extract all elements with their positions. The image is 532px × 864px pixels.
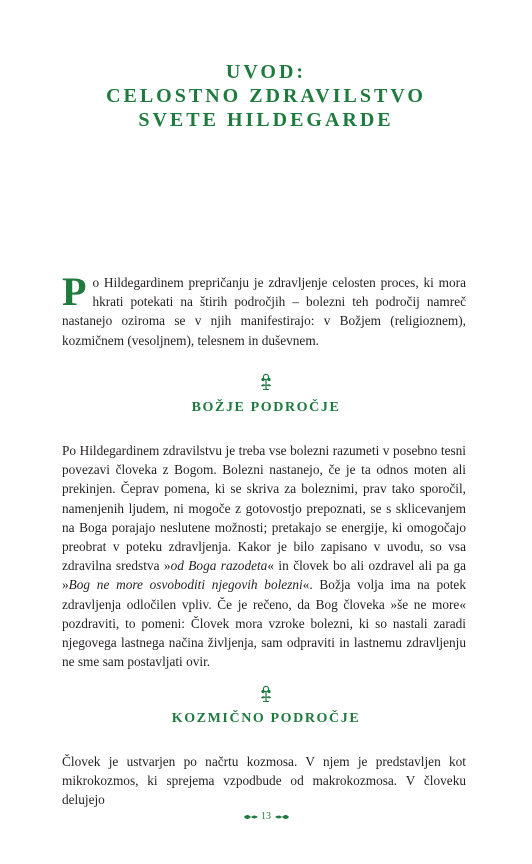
section-bozje-text-b: « in človek bo ali ozdravel ali pa ga »	[62, 558, 466, 593]
flower-ornament-icon	[259, 373, 273, 391]
section-ornament	[0, 685, 532, 708]
intro-text: o Hildegardinem prepričanju je zdravljenje celosten proces, ki mora hkrati potekati na štirih področjih – bolezni teh področij namreč nastanejo oziroma se v njih manifestirajo: v Božjem (religioznem), kozmičnem (vesoljnem), telesnem in duševnem.	[62, 275, 466, 348]
section-bozje-quote-1: od Boga razodeta	[170, 558, 268, 574]
section-bozje-paragraph	[62, 441, 466, 671]
leaf-ornament-icon	[243, 813, 259, 821]
leaf-ornament-icon	[274, 813, 290, 821]
section-heading-bozje: BOŽJE PODROČJE	[191, 400, 341, 415]
section-kozmicno-paragraph	[62, 752, 466, 810]
intro-paragraph	[62, 269, 466, 350]
page-folio	[0, 811, 532, 822]
page-number: 13	[261, 811, 271, 823]
section-bozje-text-a: Po Hildegardinem zdravilstvu je treba vse bolezni razumeti v posebno tesni povezavi človeka z Bogom. Bolezni nastanejo, če je ta odnos moten ali prekinjen. Čeprav pomena, ki se skriva za boleznimi, prav tako sporočil, namenjenih ljudem, ni mogoče z gotovostjo prepoznati, se s sklicevanjem na Boga porajajo neslutene možnosti; pretakajo se energije, ki omogočajo preobrat v poteku zdravljenja. Kakor je bilo zapisano v uvodu, so vsa zdravilna sredstva »	[62, 443, 466, 574]
chapter-title-line-1: UVOD:	[225, 61, 307, 83]
section-heading-kozmicno: KOZMIČNO PODROČJE	[171, 711, 361, 726]
chapter-title-line-2: CELOSTNO ZDRAVILSTVO	[106, 85, 426, 107]
section-kozmicno-text: Človek je ustvarjen po načrtu kozmosa. V njem je predstavljen kot mikrokozmos, ki sprejema vzpodbude od makrokozmosa. V človeku delujejo	[62, 754, 466, 808]
chapter-title	[0, 60, 532, 132]
drop-cap: P	[62, 269, 87, 314]
chapter-title-line-3: SVETE HILDEGARDE	[138, 109, 394, 131]
section-bozje-text-c: «. Božja volja ima na potek zdravljenja odločilen vpliv. Če je rečeno, da Bog človeka »še ne more« pozdraviti, to pomeni: Človek mora vzroke bolezni, ki so nastali zaradi njegovega lastnega načina življenja, sam odpraviti in lastnemu zdravljenju ne sme sam postavljati ovir.	[62, 577, 466, 670]
flower-ornament-icon	[259, 685, 273, 703]
section-ornament	[0, 373, 532, 396]
section-bozje-quote-2: Bog ne more osvoboditi njegovih bolezni	[68, 577, 303, 593]
